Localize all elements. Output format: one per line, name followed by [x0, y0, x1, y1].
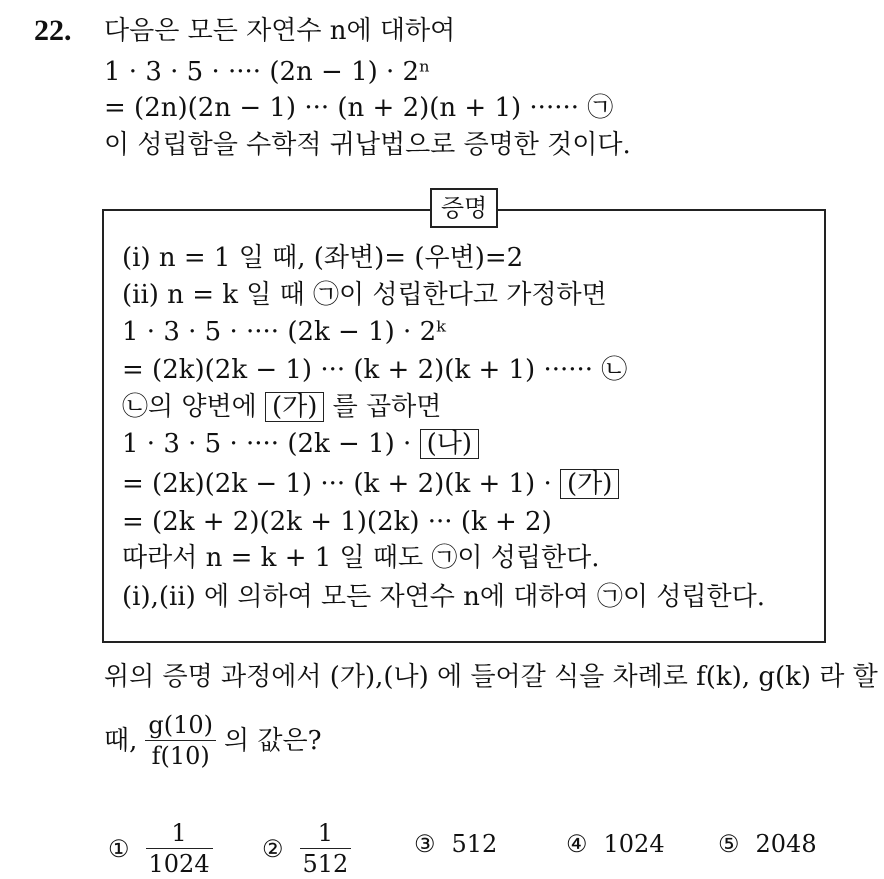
choice-3-mark: ③	[414, 830, 436, 858]
proof-line-7-pre: = (2k)(2k − 1) ··· (k + 2)(k + 1) ·	[122, 469, 552, 499]
choice-3[interactable]	[414, 830, 497, 858]
problem-number: 22.	[34, 14, 72, 47]
proof-title: 증명	[430, 188, 498, 228]
choice-1-numerator: 1	[146, 818, 213, 849]
choice-2-mark: ②	[262, 834, 284, 863]
question-line-1: 위의 증명 과정에서 (가),(나) 에 들어갈 식을 차례로 f(k), g(k) 라 할	[104, 662, 878, 692]
proof-line-6-pre: 1 · 3 · 5 · ···· (2k − 1) ·	[122, 429, 412, 459]
choice-4-mark: ④	[566, 830, 588, 858]
choice-3-value: 512	[451, 830, 498, 858]
choice-1-mark: ①	[108, 834, 130, 863]
question-line-2-pre: 때,	[104, 725, 138, 756]
problem-equation-1: 1 · 3 · 5 · ···· (2n − 1) · 2ⁿ	[104, 57, 431, 87]
question-line-2	[104, 710, 322, 771]
choice-1[interactable]	[108, 818, 213, 879]
proof-line-9: 따라서 n = k + 1 일 때도 ㉠이 성립한다.	[122, 543, 600, 573]
problem-outro: 이 성립함을 수학적 귀납법으로 증명한 것이다.	[104, 130, 631, 160]
blank-ga-box-2: (가)	[560, 469, 619, 499]
choice-5[interactable]	[718, 830, 817, 858]
choice-5-mark: ⑤	[718, 830, 740, 858]
fraction-denominator: f(10)	[151, 742, 210, 770]
choice-1-denominator: 1024	[148, 850, 210, 878]
proof-line-5	[122, 390, 441, 424]
blank-ga-box: (가)	[265, 392, 324, 422]
choice-1-fraction	[146, 818, 213, 879]
question-line-2-post: 의 값은?	[224, 725, 322, 756]
choice-2-numerator: 1	[300, 818, 352, 849]
proof-line-1: (i) n = 1 일 때, (좌변)= (우변)=2	[122, 243, 524, 273]
proof-line-10: (i),(ii) 에 의하여 모든 자연수 n에 대하여 ㉠이 성립한다.	[122, 582, 766, 612]
question-fraction	[145, 710, 216, 771]
proof-line-2: (ii) n = k 일 때 ㉠이 성립한다고 가정하면	[122, 280, 607, 310]
choice-2-fraction	[300, 818, 352, 879]
proof-line-5-pre: ㉡의 양변에	[122, 392, 257, 422]
proof-line-8: = (2k + 2)(2k + 1)(2k) ··· (k + 2)	[122, 507, 552, 537]
proof-line-7	[122, 467, 619, 501]
fraction-numerator: g(10)	[145, 710, 216, 741]
choice-4-value: 1024	[603, 830, 665, 858]
choice-5-value: 2048	[755, 830, 817, 858]
problem-intro: 다음은 모든 자연수 n에 대하여	[104, 16, 456, 46]
blank-na-box: (나)	[420, 429, 479, 459]
choice-4[interactable]	[566, 830, 665, 858]
proof-line-5-post: 를 곱하면	[332, 392, 442, 422]
proof-line-4: = (2k)(2k − 1) ··· (k + 2)(k + 1) ······ ㉡	[122, 355, 628, 385]
proof-line-6	[122, 427, 479, 461]
choice-2[interactable]	[262, 818, 351, 879]
proof-line-3: 1 · 3 · 5 · ···· (2k − 1) · 2ᵏ	[122, 317, 446, 347]
problem-equation-2: = (2n)(2n − 1) ··· (n + 2)(n + 1) ······ ㉠	[104, 93, 614, 123]
choice-2-denominator: 512	[302, 850, 349, 878]
